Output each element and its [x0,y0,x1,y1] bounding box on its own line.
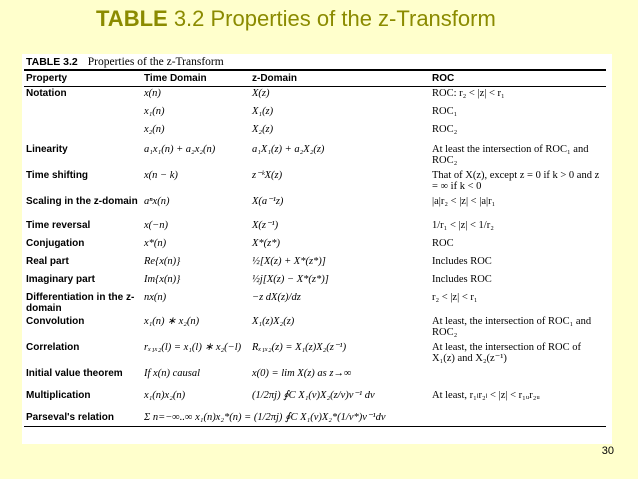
property-cell: Parseval's relation [26,411,114,423]
roc-cell: At least the intersection of ROC₁ and ROC₂ [432,143,589,166]
table-header-row [24,71,606,87]
table-row [24,143,606,169]
property-cell: Conjugation [26,237,85,249]
roc-cell [430,367,606,389]
header-roc: ROC [430,71,606,87]
property-cell: Differentiation in the z-domain [26,291,135,314]
property-cell: Multiplication [26,389,91,401]
z-domain-cell: x(0) = lim X(z) as z→∞ [252,367,352,379]
table-row [24,291,606,315]
z-domain-cell: X(z⁻¹) [252,219,279,231]
time-domain-cell: Re{x(n)} [144,255,181,267]
properties-table [24,71,606,437]
property-cell: Initial value theorem [26,367,123,379]
table-caption [26,56,224,68]
z-domain-cell: X*(z*) [252,237,280,249]
roc-cell: At least, the intersection of ROC₁ and ROC₂ [432,315,592,338]
z-domain-cell: (1/2πj) ∮C X₁(v)X₂(z/v)v⁻¹ dv [252,389,375,401]
property-cell: Real part [26,255,69,267]
table-row [24,219,606,237]
header-z-domain: z-Domain [250,71,430,87]
time-domain-cell: x(n − k) [144,169,178,181]
table-row [24,255,606,273]
roc-cell: |a|r₂ < |z| < |a|r₁ [432,195,496,207]
time-domain-cell: nx(n) [144,291,167,303]
table-row [24,123,606,143]
time-domain-cell: x₁(n) [144,105,165,117]
time-domain-cell: x(−n) [144,219,168,231]
property-cell: Time shifting [26,169,89,181]
time-domain-cell: Σ n=−∞..∞ x₁(n)x₂*(n) = (1/2πj) ∮C X₁(v)X₂*(1/v*)v⁻¹dv [144,411,386,423]
z-domain-cell: X₁(z)X₂(z) [252,315,295,327]
z-domain-cell: X(z) [252,88,270,99]
roc-cell: Includes ROC [432,255,492,267]
roc-cell: r₂ < |z| < r₁ [432,291,478,303]
page-number: 30 [601,445,614,457]
table-row [24,341,606,367]
time-domain-cell: aⁿx(n) [144,195,170,207]
table-bottom-rule [24,426,606,427]
time-domain-cell: a₁x₁(n) + a₂x₂(n) [144,143,216,155]
roc-cell: ROC₁ [432,105,458,117]
time-domain-cell: x(n) [144,88,161,99]
time-domain-cell: Im{x(n)} [144,273,181,285]
slide-title-rest: 3.2 Properties of the z-Transform [167,6,496,31]
table-row [24,195,606,219]
scanned-table-image [22,54,612,444]
property-cell: Imaginary part [26,273,95,285]
slide-title [96,6,496,32]
table-row [24,105,606,123]
table-caption-text: Properties of the z-Transform [87,56,224,68]
time-domain-cell: x₂(n) [144,123,165,135]
table-row [24,367,606,389]
table-row [24,411,606,437]
table-row [24,389,606,411]
header-property: Property [24,71,142,87]
property-cell: Scaling in the z-domain [26,195,138,207]
time-domain-cell: If x(n) causal [144,367,200,379]
slide-title-bold: TABLE [96,6,168,31]
z-domain-cell: −z dX(z)/dz [252,291,301,303]
table-row [24,87,606,105]
z-domain-cell: a₁X₁(z) + a₂X₂(z) [252,143,325,155]
time-domain-cell: rₓ₁ₓ₂(l) = x₁(l) ∗ x₂(−l) [144,341,242,353]
roc-cell: That of X(z), except z = 0 if k > 0 and z = ∞ if k < 0 [432,169,600,192]
property-cell [24,105,142,123]
table-row [24,169,606,195]
z-domain-cell: X₁(z) [252,105,274,117]
z-domain-cell: ½j[X(z) − X*(z*)] [252,273,329,285]
table-row [24,315,606,341]
z-domain-cell: ½[X(z) + X*(z*)] [252,255,326,267]
roc-cell: At least, r₁ₗr₂ₗ < |z| < r₁ᵤr₂ᵤ [432,389,540,401]
time-domain-cell: x₁(n) ∗ x₂(n) [144,315,200,327]
z-domain-cell: X(a⁻¹z) [252,195,284,207]
z-domain-cell: Rₓ₁ₓ₂(z) = X₁(z)X₂(z⁻¹) [252,341,347,353]
roc-cell: ROC [432,237,454,249]
roc-cell: ROC₂ [432,123,458,135]
table-body [24,87,606,437]
header-time-domain: Time Domain [142,71,250,87]
z-domain-cell: z⁻ᵏX(z) [252,169,283,181]
property-cell: Time reversal [26,219,91,231]
roc-cell: Includes ROC [432,273,492,285]
property-cell: Linearity [26,143,68,155]
roc-cell: At least, the intersection of ROC of X₁(z) and X₂(z⁻¹) [432,341,582,364]
z-domain-cell: X₂(z) [252,123,274,135]
property-cell: Convolution [26,315,85,327]
time-domain-cell: x₁(n)x₂(n) [144,389,186,401]
table-row [24,237,606,255]
table-row [24,273,606,291]
property-cell: Correlation [26,341,80,353]
roc-cell: 1/r₁ < |z| < 1/r₂ [432,219,494,231]
time-domain-cell: x*(n) [144,237,167,249]
table-caption-number: TABLE 3.2 [26,56,78,68]
property-cell [24,123,142,143]
roc-cell: ROC: r₂ < |z| < r₁ [432,88,505,99]
property-cell: Notation [26,88,67,99]
